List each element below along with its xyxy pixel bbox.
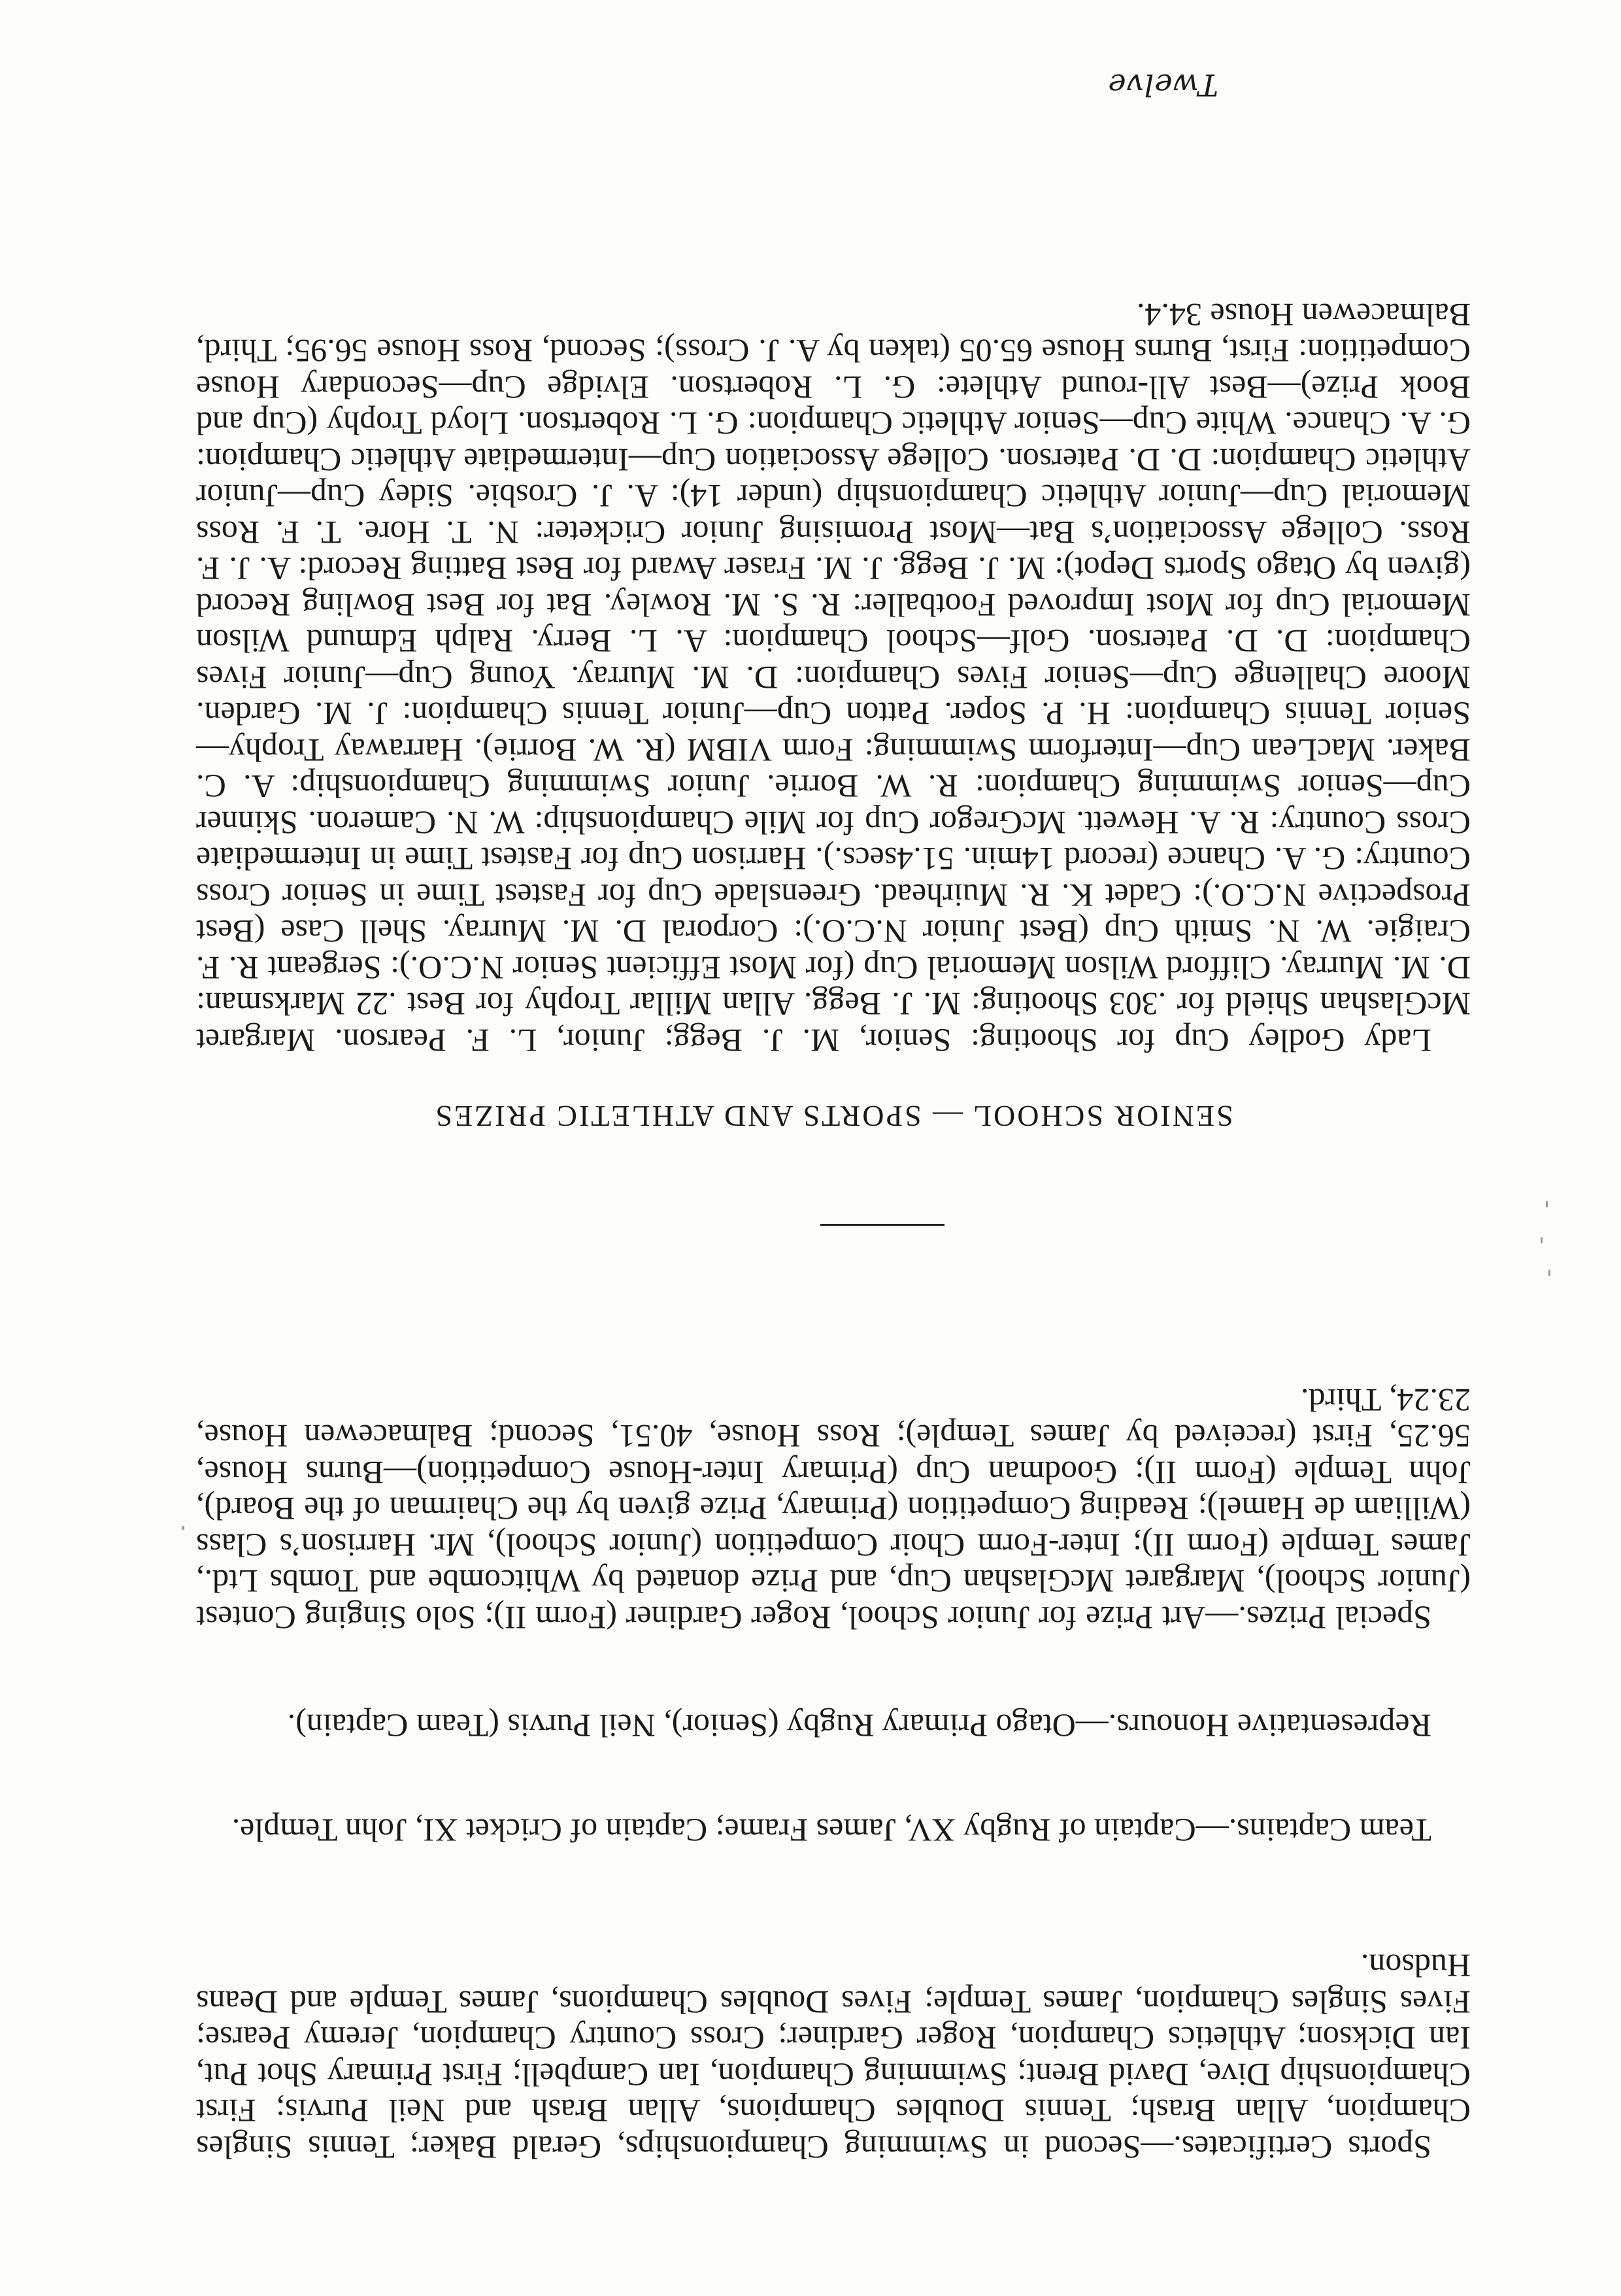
special-prizes-paragraph: Special Prizes.—Art Prize for Junior School, Roger Gardiner (Form II); Solo Singing Contest (Junior School), Margaret McGlashan Cup, and Prize donated by Whitcombe and Tombs Ltd., James Temple (Form II); Inter-Form Choir Competition (Junior School), Mr. Harrison’s Class (William de Hamel); Reading Competition (Primary, Prize given by the Chairman of the Board), John Temple (Form II); Goodman Cup (Primary Inter-House Competition)—Burns House, 56.25, First (received by James Temple); Ross House, 40.51, Second; Balmacewen House, 23.24, Third. xyxy=(196,1382,1471,1636)
representative-honours-paragraph: Representative Honours.—Otago Primary Rugby (Senior), Neil Purvis (Team Captain). xyxy=(287,1708,1431,1744)
section-divider xyxy=(820,1224,944,1226)
scan-speck xyxy=(1546,1201,1548,1207)
sports-certificates-paragraph: Sports Certificates.—Second in Swimming Championships, Gerald Baker; Tennis Singles Champion, Allan Brash; Tennis Doubles Champions, Allan Brash and Neil Purvis; First Championship Dive, David Brent; Swimming Champion, Ian Campbell; First Primary Shot Put, Ian Dickson; Athletics Champion, Roger Gardiner; Cross Country Champion, Jeremy Pearse; Fives Singles Champion, James Temple; Fives Doubles Champions, James Temple and Deans Hudson. xyxy=(196,1948,1471,2166)
scan-speck xyxy=(1541,1237,1543,1243)
scan-speck xyxy=(182,1526,184,1530)
team-captains-paragraph: Team Captains.—Captain of Rugby XV, James Frame; Captain of Cricket XI, John Temple. xyxy=(231,1812,1431,1849)
scan-speck xyxy=(1548,1270,1550,1276)
page-number: Twelve xyxy=(1107,67,1218,103)
section-heading: SENIOR SCHOOL — SPORTS AND ATHLETIC PRIZES xyxy=(433,1100,1233,1133)
athletic-prizes-paragraph: Lady Godley Cup for Shooting: Senior, M. J. Begg; Junior, L. F. Pearson. Margaret McGlashan Shield for .303 Shooting: M. J. Begg. Allan Millar Trophy for Best .22 Marksman: D. M. Murray. Clifford Wilson Memorial Cup (for Most Efficient Senior N.C.O.): Sergeant R. F. Craigie. W. N. Smith Cup (Best Junior N.C.O.): Corporal D. M. Murray. Shell Case (Best Prospective N.C.O.): Cadet K. R. Muirhead. Greenslade Cup for Fastest Time in Senior Cross Country: G. A. Chance (record 14min. 51.4secs.). Harrison Cup for Fastest Time in Intermediate Cross Country: R. A. Hewett. McGregor Cup for Mile Championship: W. N. Cameron. Skinner Cup—Senior Swimming Champion: R. W. Borrie. Junior Swimming Championship: A. C. Baker. MacLean Cup—Interform Swimming: Form VIBM (R. W. Borrie). Harraway Trophy—Senior Tennis Champion: H. P. Soper. Patton Cup—Junior Tennis Champion: J. M. Garden. Moore Challenge Cup—Senior Fives Champion: D. M. Murray. Young Cup—Junior Fives Champion: D. D. Paterson. Golf—School Champion: A. L. Berry. Ralph Edmund Wilson Memorial Cup for Most Improved Footballer: R. S. M. Rowley. Bat for Best Bowling Record (given by Otago Sports Depot): M. J. Begg. J. M. Fraser Award for Best Batting Record: A. J. F. Ross. College Association’s Bat—Most Promising Junior Cricketer: N. T. Hore. T. F. Ross Memorial Cup—Junior Athletic Championship (under 14): A. J. Crosbie. Sidey Cup—Junior Athletic Champion: D. D. Paterson. College Association Cup—Intermediate Athletic Champion: G. A. Chance. White Cup—Senior Athletic Champion: G. L. Robertson. Lloyd Trophy (Cup and Book Prize)—Best All-round Athlete: G. L. Robertson. Elvidge Cup—Secondary House Competition: First, Burns House 65.05 (taken by A. J. Cross); Second, Ross House 56.95; Third, Balmacewen House 34.4. xyxy=(196,297,1471,1059)
